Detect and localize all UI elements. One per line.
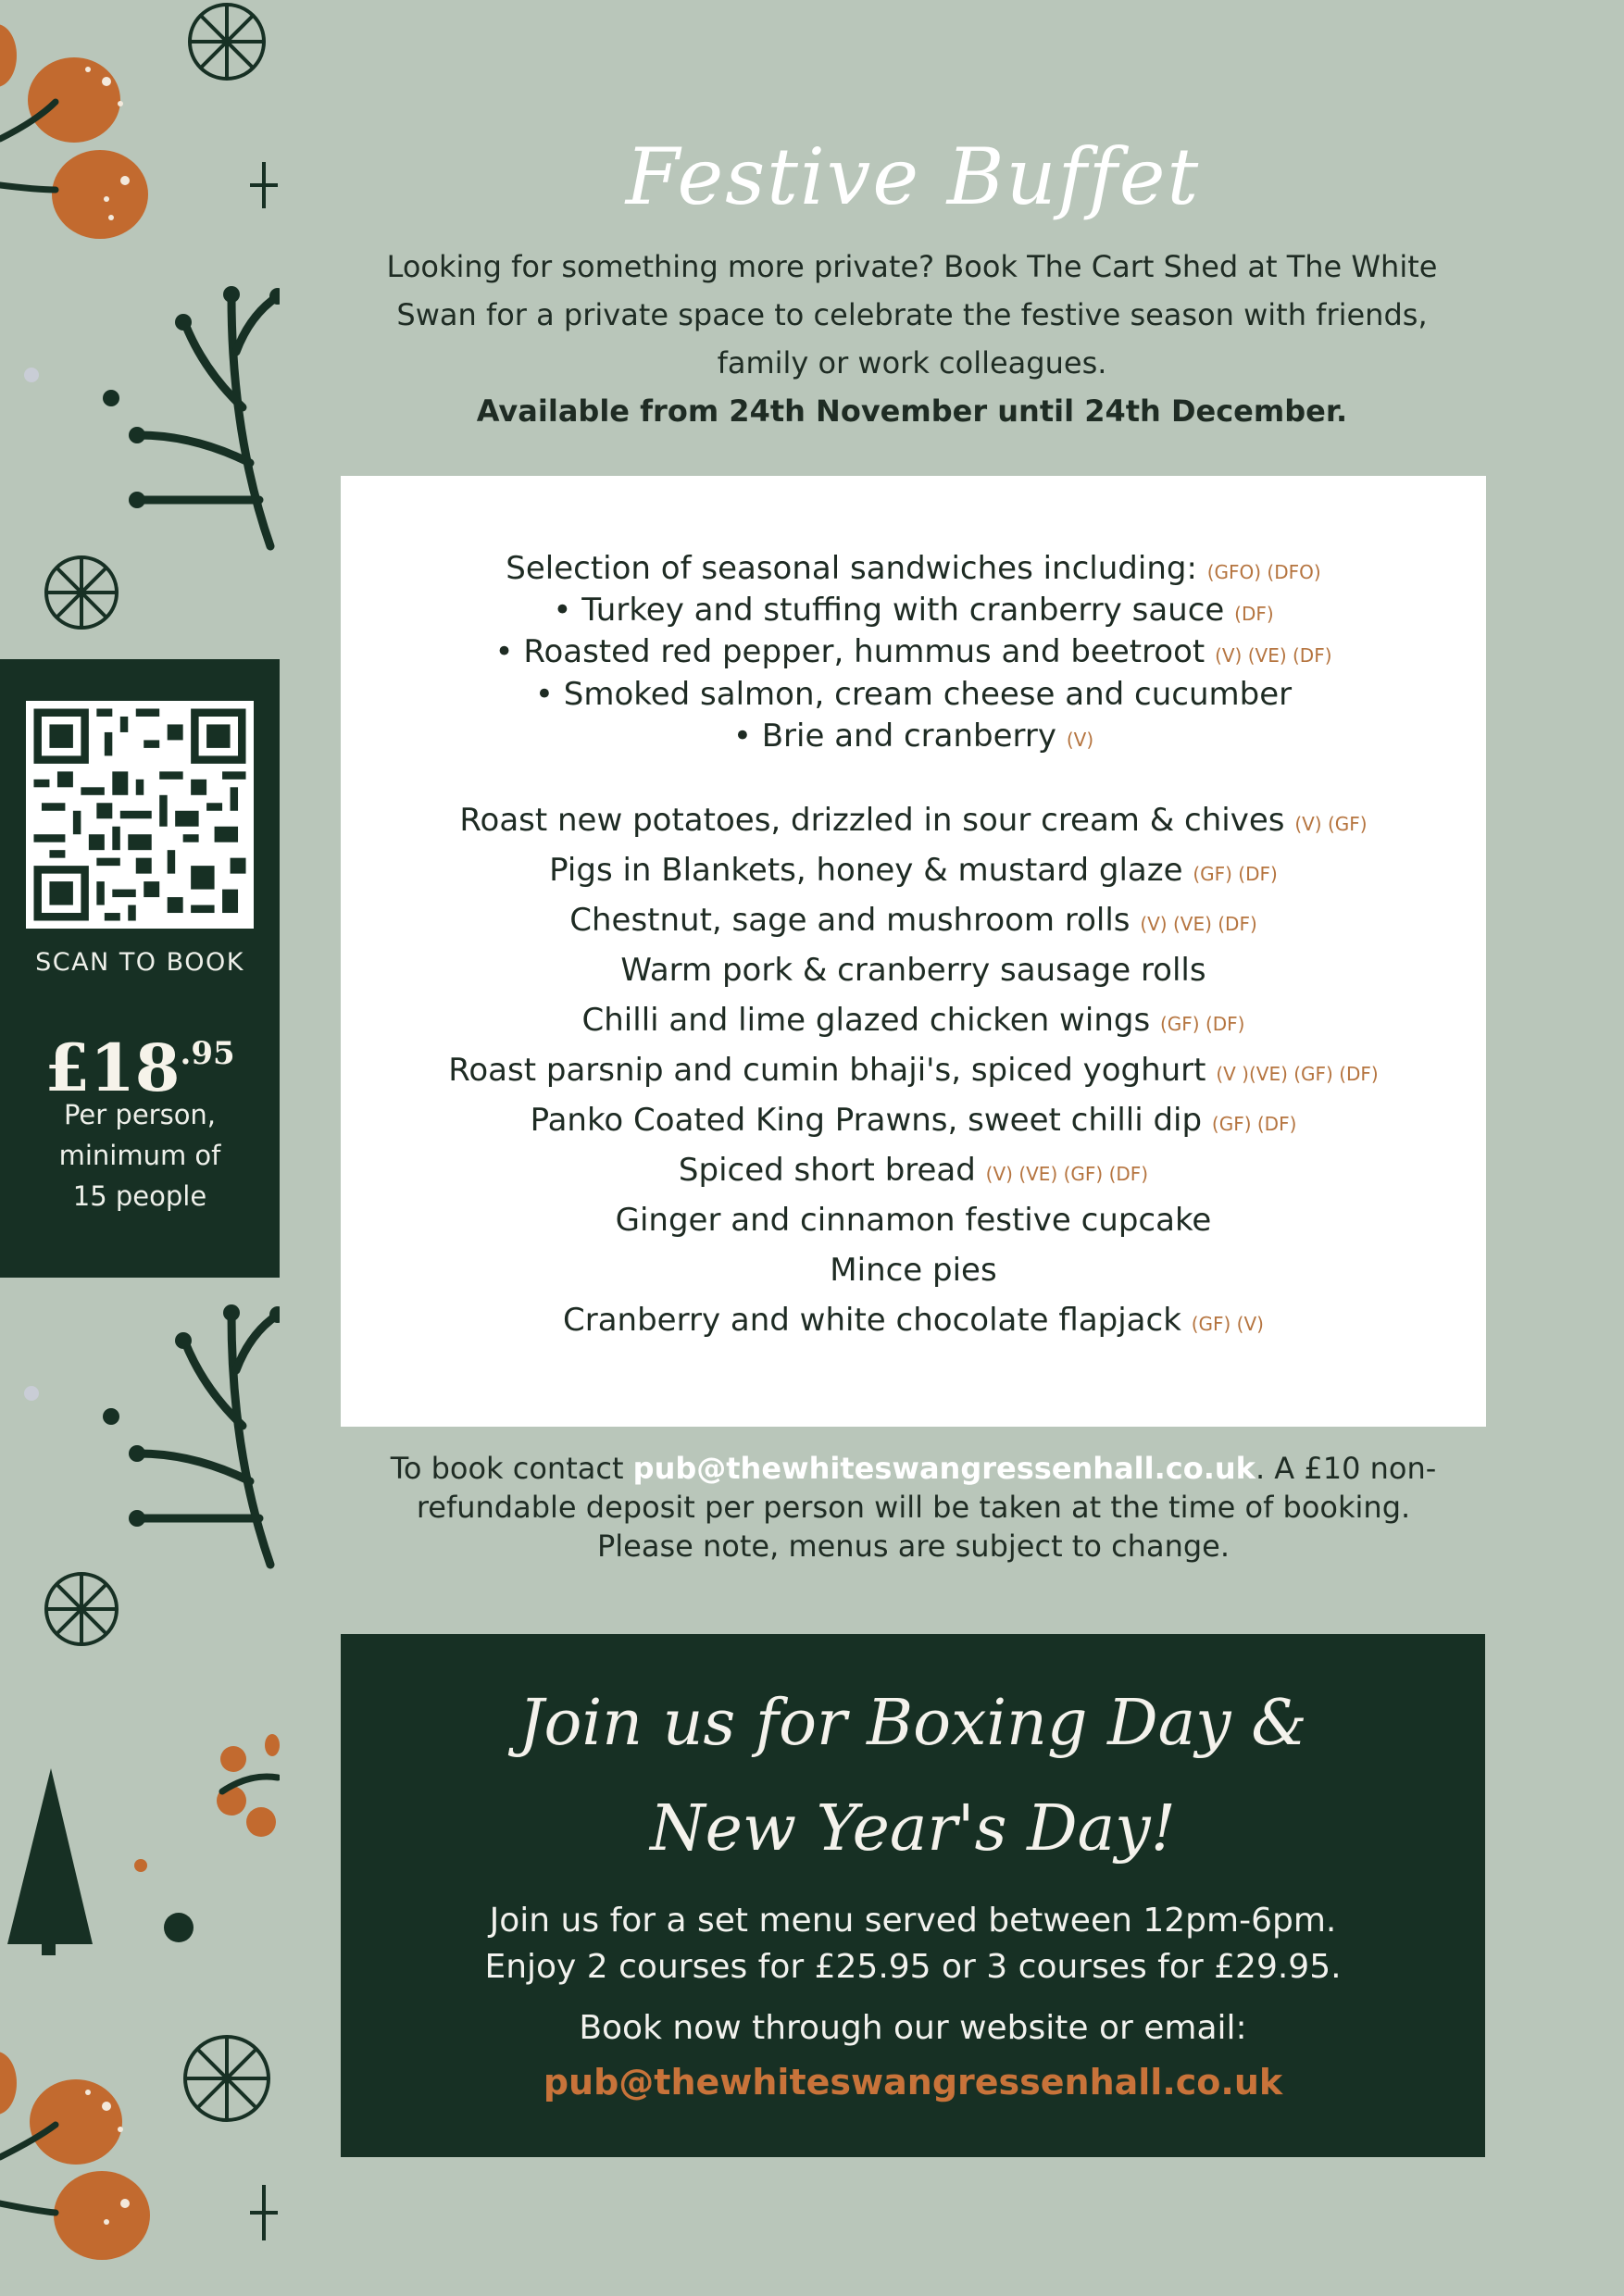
menu-item [341,592,1486,629]
menu-card [341,476,1486,1427]
menu-item [341,1252,1486,1289]
dietary-tags: (V) (VE) (DF) [1215,644,1332,667]
dietary-tags: (V )(VE) (GF) (DF) [1216,1063,1379,1085]
menu-item [341,1102,1486,1139]
promo-line: Enjoy 2 courses for £25.95 or 3 courses for £29.95. [484,1948,1342,1986]
menu-item-text: Pigs in Blankets, honey & mustard glaze [549,852,1183,889]
menu-item [341,633,1486,670]
menu-item [341,802,1486,839]
dietary-tags: (GF) (DF) [1159,1013,1245,1035]
menu-item [341,1052,1486,1089]
price-note [0,1094,280,1217]
dietary-tags: (V) (VE) (DF) [1140,913,1257,935]
menu-item-text: • Smoked salmon, cream cheese and cucumber [534,676,1293,713]
page-title: Festive Buffet [625,131,1201,222]
dietary-tags: (V) (GF) [1294,813,1368,835]
price-pence: .95 [180,1035,235,1072]
menu-item-text: • Turkey and stuffing with cranberry sauce [553,592,1225,629]
price-note-line: Per person, [63,1099,217,1130]
intro-text [361,243,1463,435]
booking-panel [0,659,280,1278]
menu-item-text: Mince pies [830,1252,997,1289]
intro-paragraph: Looking for something more private? Book The Cart Shed at The White Swan for a private space to celebrate the festive season with friends, family or work colleagues. [386,249,1438,381]
promo-email-link[interactable]: pub@thewhiteswangressenhall.co.uk [543,2062,1283,2103]
contact-email-link[interactable]: pub@thewhiteswangressenhall.co.uk [632,1451,1255,1486]
menu-item-text: Roast parsnip and cumin bhaji's, spiced yoghurt [448,1052,1206,1089]
menu-item [341,852,1486,889]
menu-item [341,718,1486,755]
menu-item-text: Chestnut, sage and mushroom rolls [569,902,1131,939]
menu-item [341,550,1486,587]
menu-item-text: Cranberry and white chocolate flapjack [563,1302,1181,1339]
menu-item-text: Selection of seasonal sandwiches including: [506,550,1197,587]
menu-item-text: Chilli and lime glazed chicken wings [581,1002,1151,1039]
promo-line: Join us for a set menu served between 12pm-6pm. [489,1902,1337,1940]
menu-item [341,952,1486,989]
contact-prefix: To book contact [390,1451,633,1486]
dietary-tags: (GF) (V) [1191,1313,1264,1335]
menu-item [341,1002,1486,1039]
scan-to-book-label: SCAN TO BOOK [35,948,244,977]
dietary-tags: (GF) (DF) [1193,863,1278,885]
menu-item [341,1302,1486,1339]
promo-heading-line: Join us for Boxing Day & [518,1687,1307,1760]
menu-item-text: • Roasted red pepper, hummus and beetroot [494,633,1206,670]
menu-item [341,1202,1486,1239]
dietary-tags: (GF) (DF) [1211,1113,1297,1135]
price-note-line: minimum of [58,1140,221,1171]
promo-details [341,1898,1485,1990]
menu-item [341,1152,1486,1189]
dietary-tags: (DF) [1234,603,1274,625]
promo-heading-line: New Year's Day! [650,1792,1176,1866]
dietary-tags: (GFO) (DFO) [1206,561,1321,583]
holiday-promo-panel [341,1634,1485,2157]
promo-book-line: Book now through our website or email: [579,2009,1247,2047]
price-note-line: 15 people [72,1180,207,1212]
dietary-tags: (V) (VE) (GF) (DF) [985,1163,1149,1185]
menu-item-text: Spiced short bread [678,1152,976,1189]
booking-contact-text [341,1449,1486,1566]
menu-item-text: Ginger and cinnamon festive cupcake [615,1202,1212,1239]
price-main: £18 [44,1029,181,1106]
menu-item-text: Warm pork & cranberry sausage rolls [620,952,1206,989]
menu-item [341,676,1486,713]
menu-item [341,902,1486,939]
menu-change-note: Please note, menus are subject to change. [596,1529,1230,1564]
contact-suffix: . A £10 non-refundable deposit per person will be taken at the time of booking. [416,1451,1437,1525]
dietary-tags: (V) [1066,729,1094,751]
availability-text: Available from 24th November until 24th December. [476,393,1348,429]
qr-code-icon[interactable] [26,701,254,929]
menu-item-text: • Brie and cranberry [732,718,1057,755]
menu-item-text: Roast new potatoes, drizzled in sour cream & chives [459,802,1285,839]
menu-item-text: Panko Coated King Prawns, sweet chilli dip [530,1102,1203,1139]
promo-heading [341,1671,1485,1882]
